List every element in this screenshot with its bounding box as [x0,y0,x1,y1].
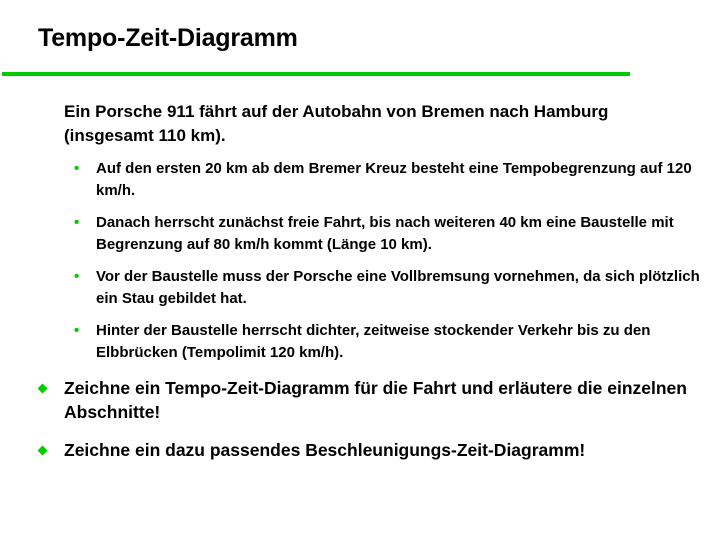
title-divider [2,72,630,76]
bullet-dot-icon: • [74,160,80,177]
task-item [36,438,706,462]
task-item-text: Zeichne ein Tempo-Zeit-Diagramm für die Fahrt und erläutere die einzelnen Abschnitte! [64,378,687,422]
task-list [36,376,706,476]
detail-item-text: Hinter der Baustelle herrscht dichter, zeitweise stockender Verkehr bis zu den Elbbrücken (Tempolimit 120 km/h). [96,322,651,361]
task-item [36,376,706,424]
detail-item-text: Danach herrscht zunächst freie Fahrt, bis nach weiteren 40 km eine Baustelle mit Begrenzung auf 80 km/h kommt (Länge 10 km). [96,214,674,253]
detail-item-text: Auf den ersten 20 km ab dem Bremer Kreuz besteht eine Tempobegrenzung auf 120 km/h. [96,160,692,199]
bullet-dot-icon: • [74,214,80,231]
detail-item [64,212,704,256]
bullet-dot-icon: • [74,268,80,285]
detail-item-text: Vor der Baustelle muss der Porsche eine Vollbremsung vornehmen, da sich plötzlich ein Stau gebildet hat. [96,268,700,307]
bullet-dot-icon: • [74,322,80,339]
diamond-icon [38,446,48,456]
task-item-text: Zeichne ein dazu passendes Beschleunigungs-Zeit-Diagramm! [64,440,586,460]
detail-item [64,266,704,310]
intro-text: Ein Porsche 911 fährt auf der Autobahn von Bremen nach Hamburg (insgesamt 110 km). [64,102,609,145]
page-title: Tempo-Zeit-Diagramm [38,24,298,52]
detail-item [64,158,704,202]
detail-list [64,158,704,374]
detail-item [64,320,704,364]
diamond-icon [38,384,48,394]
